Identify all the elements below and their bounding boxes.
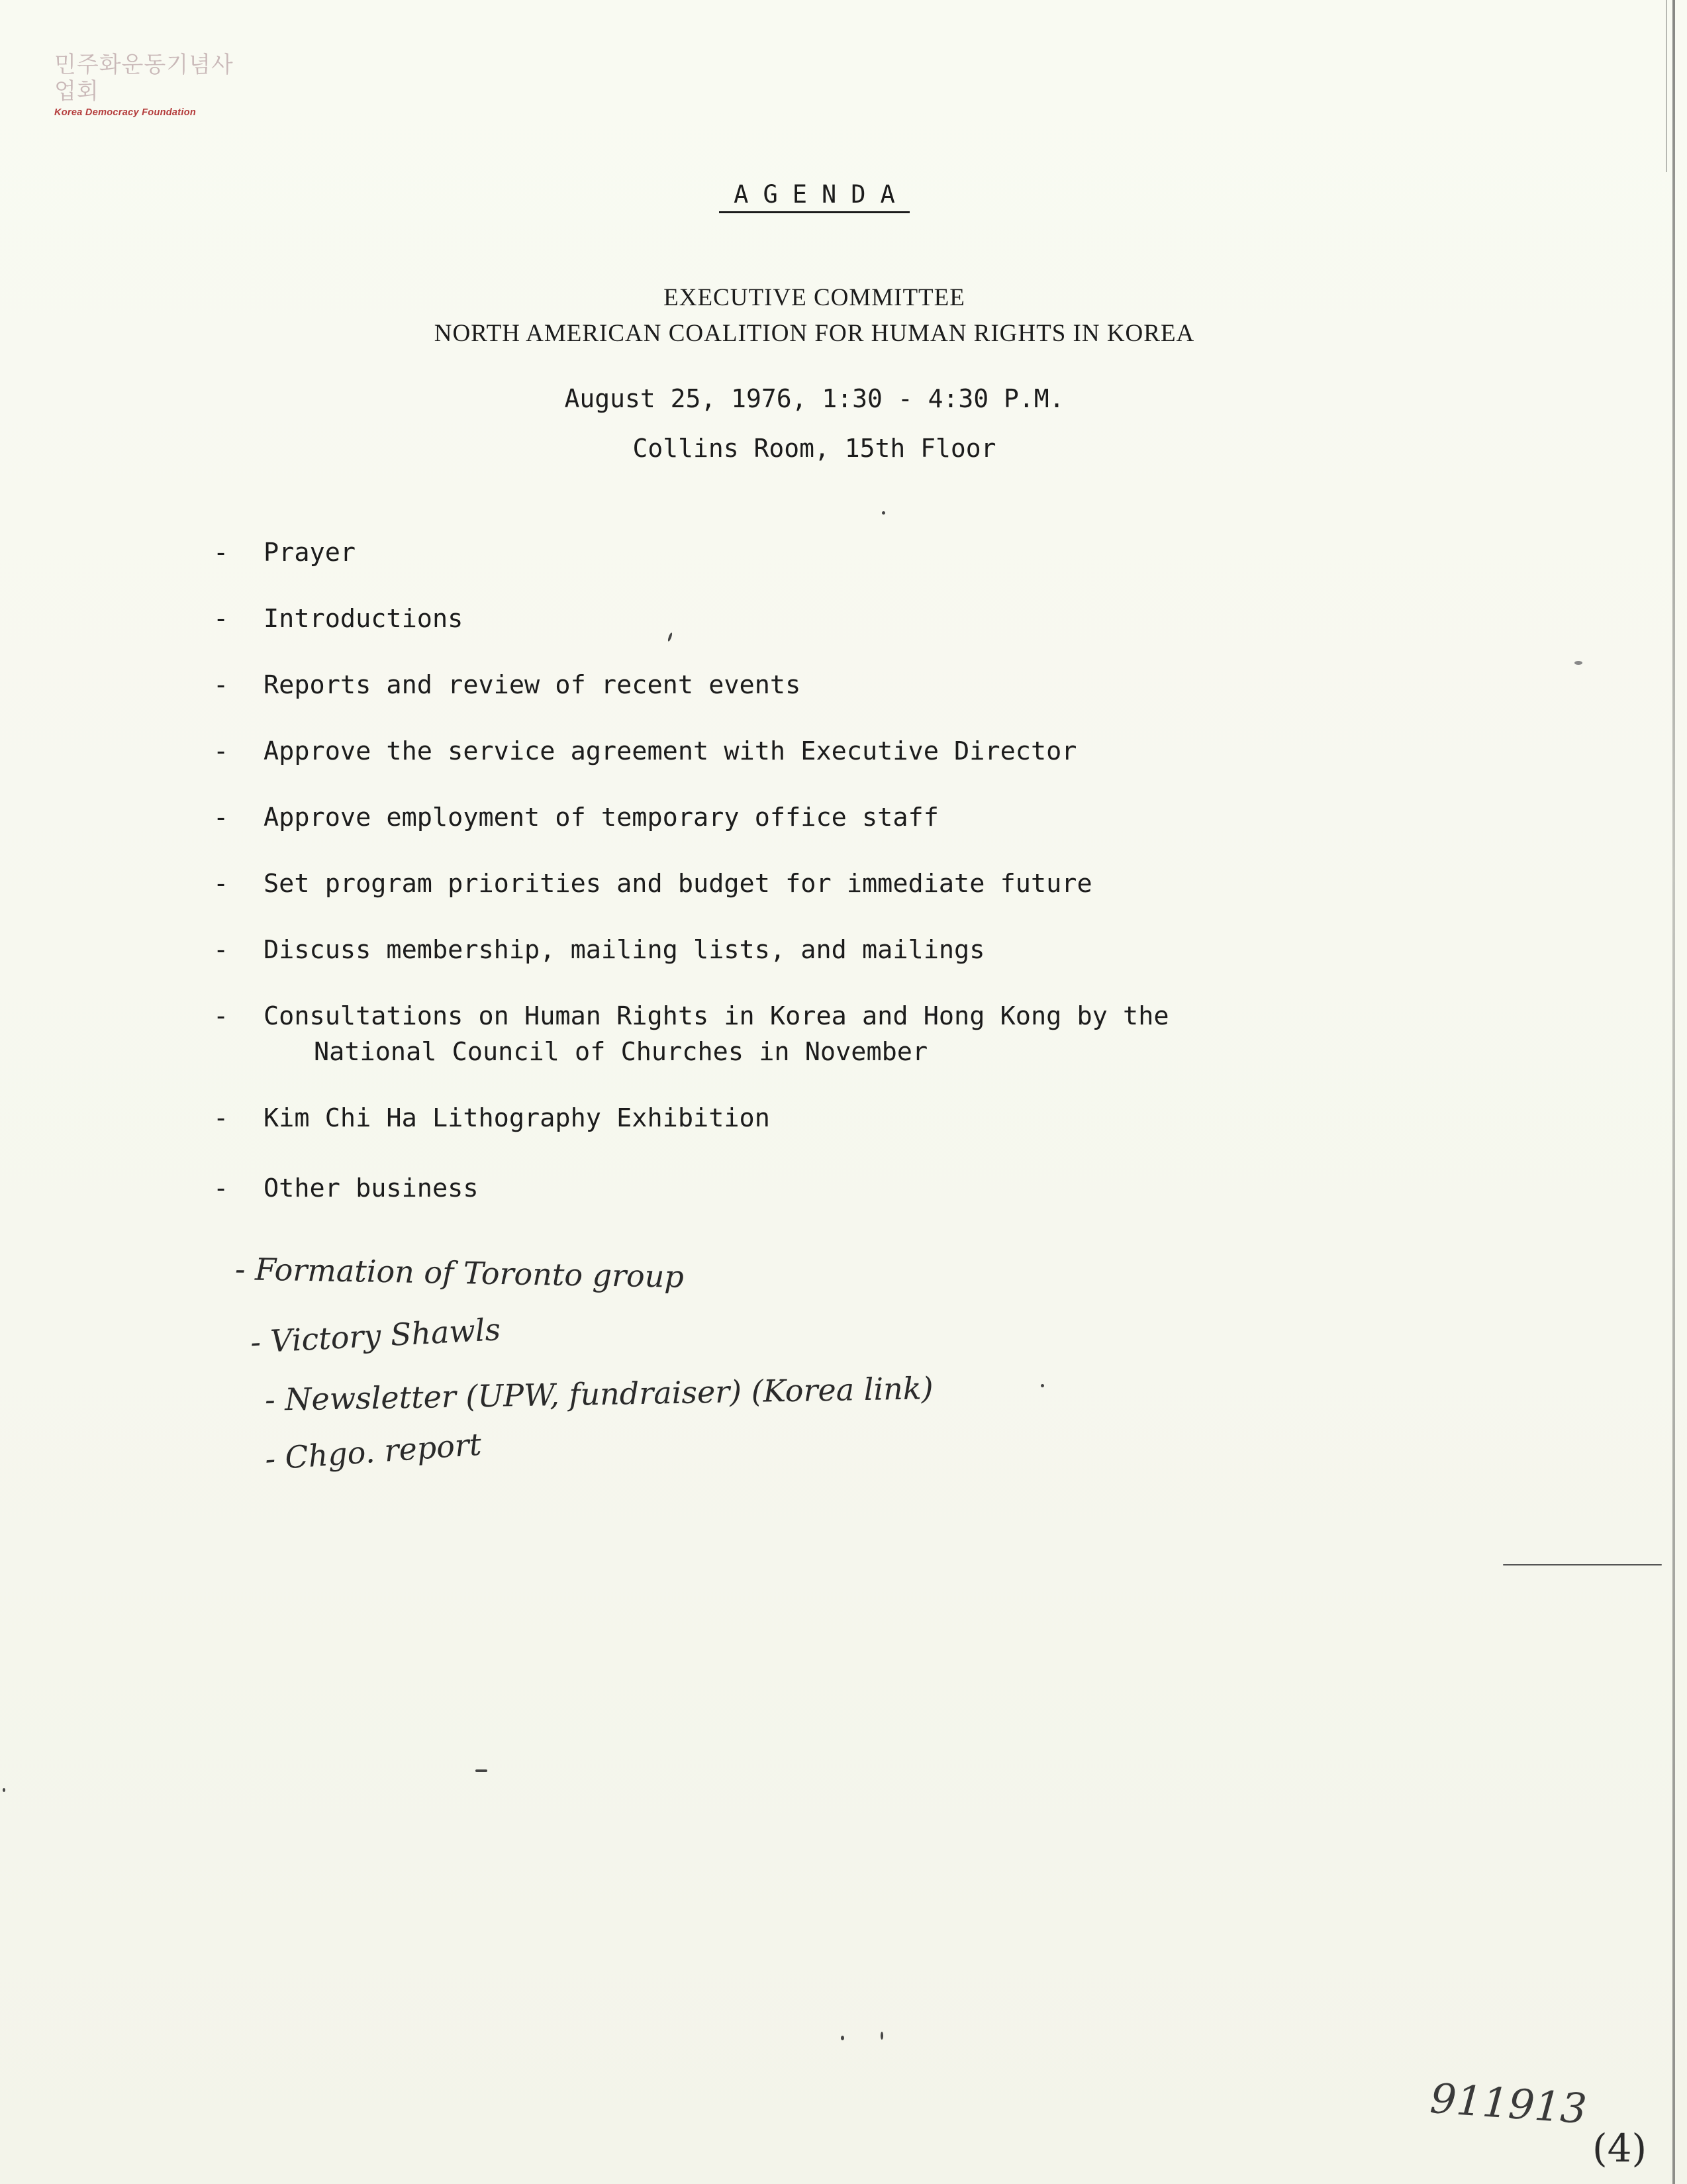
item-text: Approve the service agreement with Executive Director: [264, 736, 1077, 766]
agenda-item: [213, 932, 1339, 968]
ink-speck: [882, 511, 885, 515]
ink-speck: [881, 2032, 883, 2040]
item-dash: -: [213, 935, 229, 965]
agenda-item: [213, 1171, 1339, 1207]
item-text: Approve employment of temporary office staff: [264, 803, 939, 832]
meeting-datetime: August 25, 1976, 1:30 - 4:30 P.M.: [564, 384, 1065, 413]
item-dash: -: [213, 803, 229, 832]
item-text: Consultations on Human Rights in Korea and Hong Kong by the: [264, 1001, 1169, 1031]
agenda-list: [213, 535, 1339, 1207]
ink-speck: [475, 1769, 487, 1772]
organization-name: NORTH AMERICAN COALITION FOR HUMAN RIGHTS IN KOREA: [434, 320, 1195, 347]
agenda-item: [213, 999, 1339, 1070]
item-text-continuation: National Council of Churches in November: [314, 1037, 928, 1067]
committee-name: EXECUTIVE COMMITTEE: [663, 284, 965, 311]
agenda-item: [213, 535, 1339, 571]
item-text: Kim Chi Ha Lithography Exhibition: [264, 1103, 770, 1133]
agenda-item: [213, 1101, 1339, 1136]
item-text: Introductions: [264, 604, 463, 634]
item-text: Reports and review of recent events: [264, 670, 801, 700]
watermark-korean: 민주화운동기념사업회: [54, 52, 234, 105]
agenda-item: [213, 668, 1339, 703]
item-text: Discuss membership, mailing lists, and mailings: [264, 935, 985, 965]
handwritten-note: - Victory Shawls: [249, 1311, 502, 1360]
handwritten-note: - Chgo. report: [264, 1426, 483, 1477]
handwritten-note: - Newsletter (UPW, fundraiser) (Korea link): [264, 1370, 934, 1418]
archive-watermark: [54, 52, 253, 118]
item-dash: -: [213, 670, 229, 700]
agenda-item: [213, 800, 1339, 836]
ink-speck: [1041, 1384, 1044, 1387]
ink-speck: [3, 1788, 5, 1792]
item-dash: -: [213, 1001, 229, 1031]
archive-number: 911913: [1428, 2073, 1588, 2134]
agenda-item: [213, 734, 1339, 769]
agenda-item: [213, 866, 1339, 902]
item-dash: -: [213, 1103, 229, 1133]
page-edge-line: [1666, 0, 1667, 172]
page-marker: (4): [1592, 2126, 1647, 2171]
item-dash: -: [213, 1173, 229, 1203]
agenda-item: [213, 601, 1339, 637]
watermark-english: Korea Democracy Foundation: [54, 107, 197, 118]
page-edge-shadow: [1672, 0, 1675, 2184]
agenda-title-text: AGENDA: [719, 180, 910, 213]
ink-speck: [1574, 661, 1582, 665]
scan-line: [1503, 1564, 1662, 1565]
handwritten-note: - Formation of Toronto group: [234, 1251, 685, 1295]
item-dash: -: [213, 736, 229, 766]
agenda-title: [0, 180, 1629, 213]
meeting-location: Collins Room, 15th Floor: [632, 434, 996, 463]
item-dash: -: [213, 538, 229, 568]
item-text: Other business: [264, 1173, 479, 1203]
item-text: Set program priorities and budget for immediate future: [264, 869, 1092, 899]
item-text: Prayer: [264, 538, 356, 568]
item-dash: -: [213, 604, 229, 634]
item-dash: -: [213, 869, 229, 899]
ink-speck: [841, 2036, 844, 2040]
